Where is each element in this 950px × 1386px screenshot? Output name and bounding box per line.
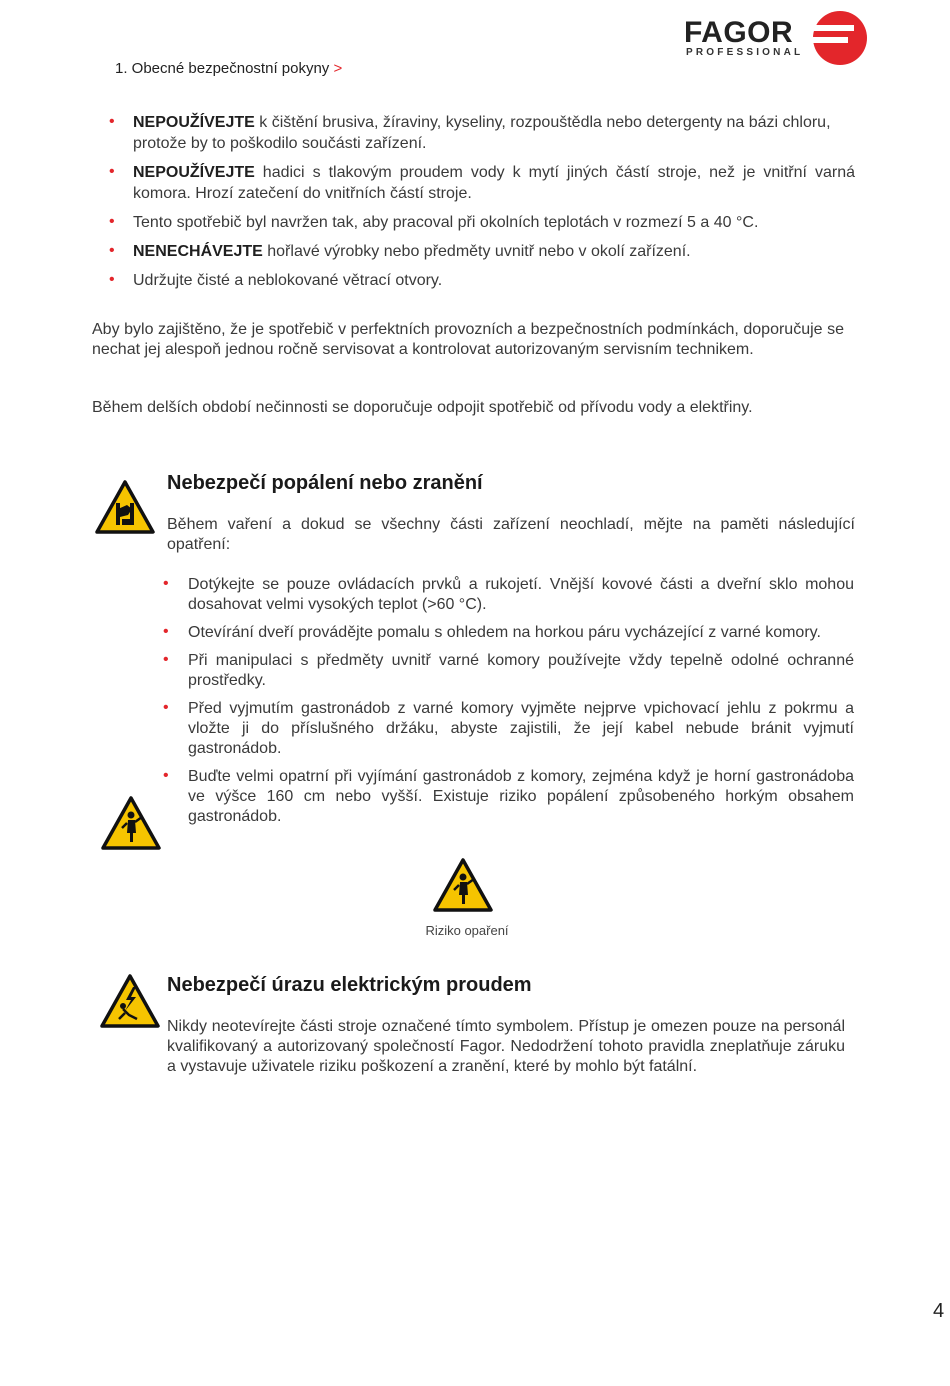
scald-warning-icon (100, 795, 162, 851)
list-item-bold: NEPOUŽÍVEJTE (133, 114, 255, 131)
list-item (133, 162, 855, 204)
hand-crush-warning-icon (94, 479, 156, 535)
burn-hazard-list (188, 575, 854, 835)
list-item: • Dotýkejte se pouze ovládacích prvků a rukojetí. Vnější kovové části a dveřní sklo mohou dosahovat velmi vysokých teplot (>60 °C). (188, 575, 854, 615)
list-item (133, 270, 855, 291)
list-item: • Před vyjmutím gastronádob z varné komory vyjměte nejprve vpichovací jehlu z pokrmu a vložte ji do příslušného držáku, abyste zajistili, že její kabel nebude bránit vyjmutí gastronádob. (188, 699, 854, 759)
fagor-logo (680, 6, 870, 68)
list-item-text2: protože by to poškodilo součásti zařízení. (133, 135, 427, 152)
list-item-bold: NEPOUŽÍVEJTE (133, 164, 255, 181)
list-item: • Při manipulaci s předměty uvnitř varné komory používejte vždy tepelně odolné ochranné prostředky. (188, 651, 854, 691)
list-item (133, 112, 855, 154)
page-number: 4 (933, 1300, 945, 1322)
logo-word: FAGOR (684, 16, 794, 49)
burn-hazard-intro: Během vaření a dokud se všechny části zařízení neochladí, mějte na paměti následující opatření: (167, 516, 855, 553)
list-item: • Otevírání dveří provádějte pomalu s ohledem na horkou páru vycházející z varné komory. (188, 623, 854, 643)
list-item-text: hadici s tlakovým proudem vody k mytí jiných částí stroje, než je vnitřní varná komora. Hrozí zatečení do vnitřních částí stroje. (133, 164, 855, 202)
general-safety-list (133, 112, 855, 299)
list-item-bold: NENECHÁVEJTE (133, 243, 263, 260)
list-item (133, 241, 855, 262)
list-item-text: Udržujte čisté a neblokované větrací otvory. (133, 272, 443, 289)
inactivity-paragraph: Během delších období nečinnosti se doporučuje odpojit spotřebič od přívodu vody a elektřiny. (92, 399, 753, 416)
icon-caption: Riziko opaření (425, 923, 509, 938)
list-item-text: k čištění brusiva, žíraviny, kyseliny, rozpouštědla nebo detergenty na bázi chloru, (254, 114, 831, 131)
breadcrumb-label: 1. Obecné bezpečnostní pokyny (115, 60, 330, 77)
electric-shock-warning-icon (99, 973, 161, 1029)
fagor-logo-icon (812, 10, 868, 66)
electric-hazard-heading: Nebezpečí úrazu elektrickým proudem (167, 974, 532, 996)
list-item-text: hořlavé výrobky nebo předměty uvnitř nebo v okolí zařízení. (262, 243, 691, 260)
scald-warning-icon (432, 857, 494, 913)
list-item (133, 212, 855, 233)
list-item-text: Tento spotřebič byl navržen tak, aby pracoval při okolních teplotách v rozmezí 5 a 40 °C. (133, 214, 759, 231)
service-paragraph: Aby bylo zajištěno, že je spotřebič v perfektních provozních a bezpečnostních podmínkách, doporučuje se nechat jej alespoň jednou ročně servisovat a kontrolovat autorizovaným servisním technikem. (92, 321, 844, 358)
logo-subtitle: PROFESSIONAL (686, 47, 804, 58)
breadcrumb-arrow: > (333, 60, 343, 77)
list-item: • Buďte velmi opatrní při vyjímání gastronádob z komory, zejména když je horní gastronádoba ve výšce 160 cm nebo vyšší. Existuje riziko popálení způsobeného horkým obsahem gastronádob. (188, 767, 854, 827)
burn-hazard-heading: Nebezpečí popálení nebo zranění (167, 472, 483, 494)
breadcrumb[interactable] (115, 60, 342, 77)
electric-hazard-text: Nikdy neotevírejte části stroje označené tímto symbolem. Přístup je omezen pouze na personál kvalifikovaný a autorizovaný společností Fagor. Nedodržení tohoto pravidla zneplatňuje záruku a vystavuje uživatele riziku poškození a zranění, které by mohlo být fatální. (167, 1018, 845, 1075)
